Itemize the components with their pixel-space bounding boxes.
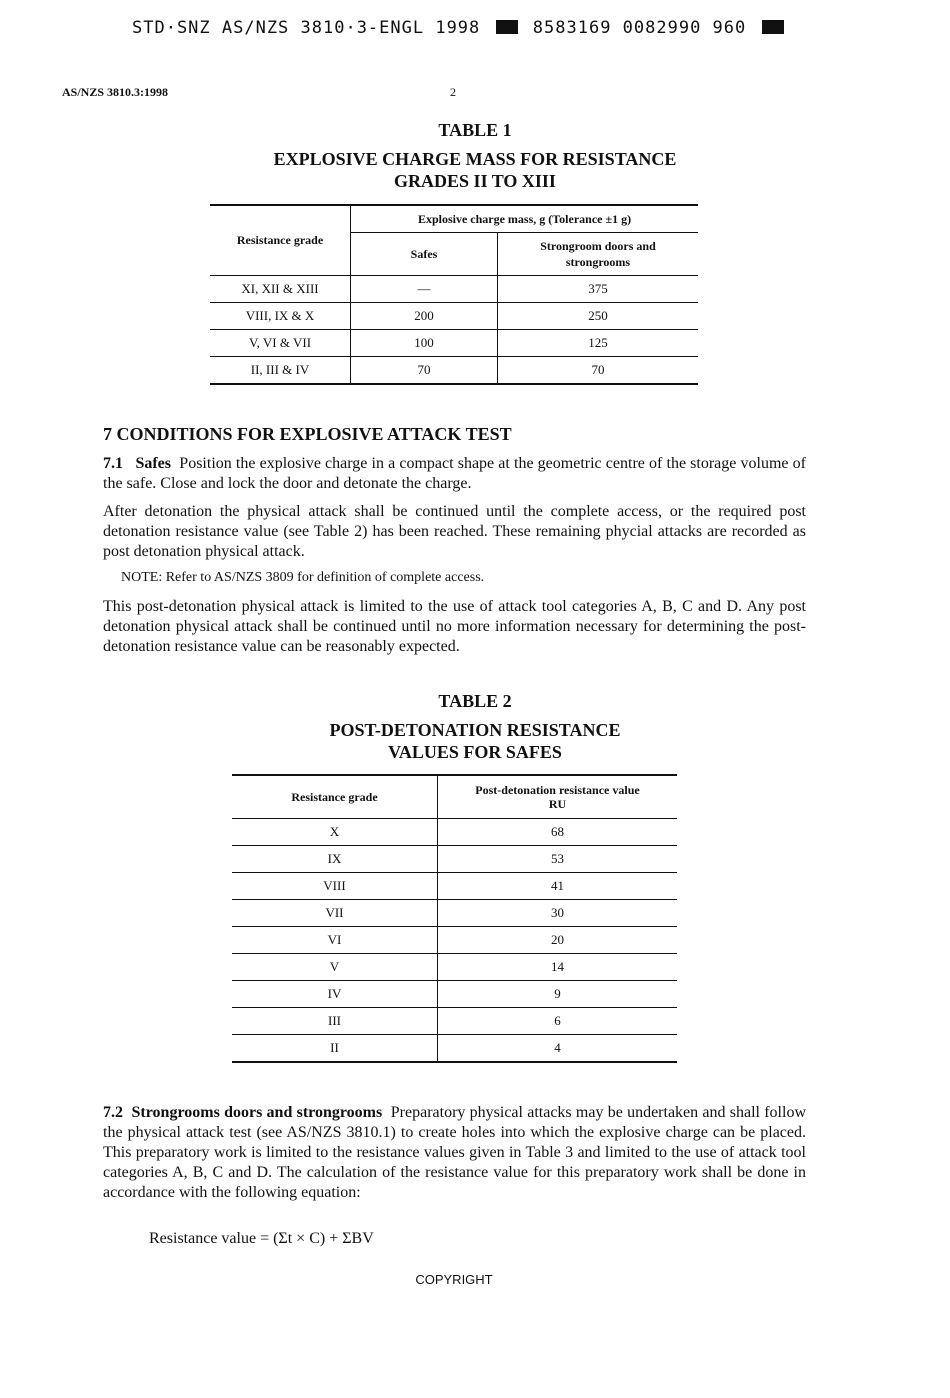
table-row: [232, 954, 677, 981]
table1-header-strongrooms: Strongroom doors and strongrooms: [498, 233, 699, 276]
table-row: [210, 357, 698, 385]
table1-header-group: Explosive charge mass, g (Tolerance ±1 g): [417, 211, 632, 226]
barcode-number: 8583169 0082990 960: [532, 18, 747, 38]
post-detonation-paragraph: This post-detonation physical attack is limited to the use of attack tool categories A, B, C and D. Any post detonation physical attack shall be continued until no more information necessary for determining the post-detonation resistance value can be reasonably expected.: [103, 598, 806, 655]
section71-text: Position the explosive charge in a compact shape at the geometric centre of the storage volume of the safe. Close and lock the door and detonate the charge.: [103, 455, 807, 492]
table2-header-value: [438, 775, 678, 819]
section71-title: Safes: [135, 455, 171, 472]
table2-cell-grade: VII: [232, 900, 438, 927]
note-text: NOTE: Refer to AS/NZS 3809 for definition of complete access.: [121, 570, 485, 585]
table2-cell-value: 9: [438, 981, 678, 1008]
table1-cell-safes: 100: [351, 330, 498, 357]
table1-cell-safes: 70: [351, 357, 498, 385]
table2-cell-grade: IX: [232, 846, 438, 873]
table-row: [232, 900, 677, 927]
table2-cell-grade: X: [232, 819, 438, 846]
table1-cell-strongrooms: 70: [498, 357, 699, 385]
post-detonation-table: [232, 774, 677, 1063]
table-row: [232, 981, 677, 1008]
table-row: [232, 873, 677, 900]
table1-label: TABLE 1: [438, 120, 512, 140]
detonation-paragraph: After detonation the physical attack shall be continued until the complete access, or the required post detonation resistance value (see Table 2) has been reached. These remaining phycial attacks are recorded as post detonation physical attack.: [103, 503, 806, 560]
table1-cell-safes: 200: [351, 303, 498, 330]
section71-number: 7.1: [103, 455, 123, 472]
table-row: [232, 819, 677, 846]
table2-cell-value: 20: [438, 927, 678, 954]
table1-header-grade: Resistance grade: [210, 205, 351, 276]
table2-title-line1: POST-DETONATION RESISTANCE: [329, 720, 621, 740]
table-row: [210, 330, 698, 357]
page-number: 2: [450, 85, 456, 99]
table1-cell-grade: V, VI & VII: [210, 330, 351, 357]
table-row: [232, 927, 677, 954]
table1-title-line2: GRADES II TO XIII: [394, 171, 556, 191]
copyright-footer: COPYRIGHT: [415, 1272, 493, 1287]
table2-header-grade: Resistance grade: [232, 775, 438, 819]
table-row: [210, 303, 698, 330]
table2-cell-value: 4: [438, 1035, 678, 1063]
document-id: AS/NZS 3810.3:1998: [62, 85, 169, 99]
table-row: [232, 1008, 677, 1035]
table2-title-line2: VALUES FOR SAFES: [388, 742, 562, 762]
table2-cell-value: 41: [438, 873, 678, 900]
table1-cell-safes: —: [351, 276, 498, 303]
table2-cell-grade: VI: [232, 927, 438, 954]
table1-cell-grade: XI, XII & XIII: [210, 276, 351, 303]
table1-cell-grade: II, III & IV: [210, 357, 351, 385]
table2-header-value-line1: Post-detonation resistance value: [475, 783, 640, 797]
table1-cell-strongrooms: 125: [498, 330, 699, 357]
barcode-block-icon: [496, 20, 518, 34]
explosive-charge-table: [210, 204, 698, 385]
table2-header-row: [232, 775, 677, 819]
table2-label: TABLE 2: [438, 691, 512, 711]
table2-cell-value: 6: [438, 1008, 678, 1035]
table1-header-safes: Safes: [351, 233, 498, 276]
table2-cell-grade: II: [232, 1035, 438, 1063]
table-row: [232, 846, 677, 873]
table2-cell-grade: IV: [232, 981, 438, 1008]
table1-title-line1: EXPLOSIVE CHARGE MASS FOR RESISTANCE: [273, 149, 677, 169]
section72-paragraph: [103, 1103, 806, 1203]
table1-cell-strongrooms: 250: [498, 303, 699, 330]
document-header-code: [132, 18, 788, 38]
resistance-formula: Resistance value = (Σt × C) + ΣBV: [149, 1230, 374, 1247]
section72-number: 7.2: [103, 1104, 123, 1121]
table2-cell-value: 30: [438, 900, 678, 927]
table-row: [210, 276, 698, 303]
table1-cell-strongrooms: 375: [498, 276, 699, 303]
table1-cell-grade: VIII, IX & X: [210, 303, 351, 330]
table2-header-value-line2: RU: [548, 797, 567, 811]
section72-title: Strongrooms doors and strongrooms: [131, 1104, 383, 1121]
table2-cell-value: 14: [438, 954, 678, 981]
table2-cell-grade: III: [232, 1008, 438, 1035]
table2-cell-value: 68: [438, 819, 678, 846]
section71-paragraph: [103, 454, 806, 494]
barcode-block-icon: [762, 20, 784, 34]
table-row: [232, 1035, 677, 1063]
std-reference: STD·SNZ AS/NZS 3810·3-ENGL 1998: [132, 18, 481, 38]
table2-cell-grade: VIII: [232, 873, 438, 900]
section72-text: Preparatory physical attacks may be undertaken and shall follow the physical attack test (see AS/NZS 3810.1) to create holes into which the explosive charge can be placed. This preparatory work is limited to the resistance values given in Table 3 and limited to the use of attack tool categories A, B, C and D. The calculation of the resistance value for this preparatory work shall be done in accordance with the following equation:: [103, 1104, 807, 1201]
table2-cell-grade: V: [232, 954, 438, 981]
section7-heading: 7 CONDITIONS FOR EXPLOSIVE ATTACK TEST: [103, 424, 512, 444]
table2-cell-value: 53: [438, 846, 678, 873]
